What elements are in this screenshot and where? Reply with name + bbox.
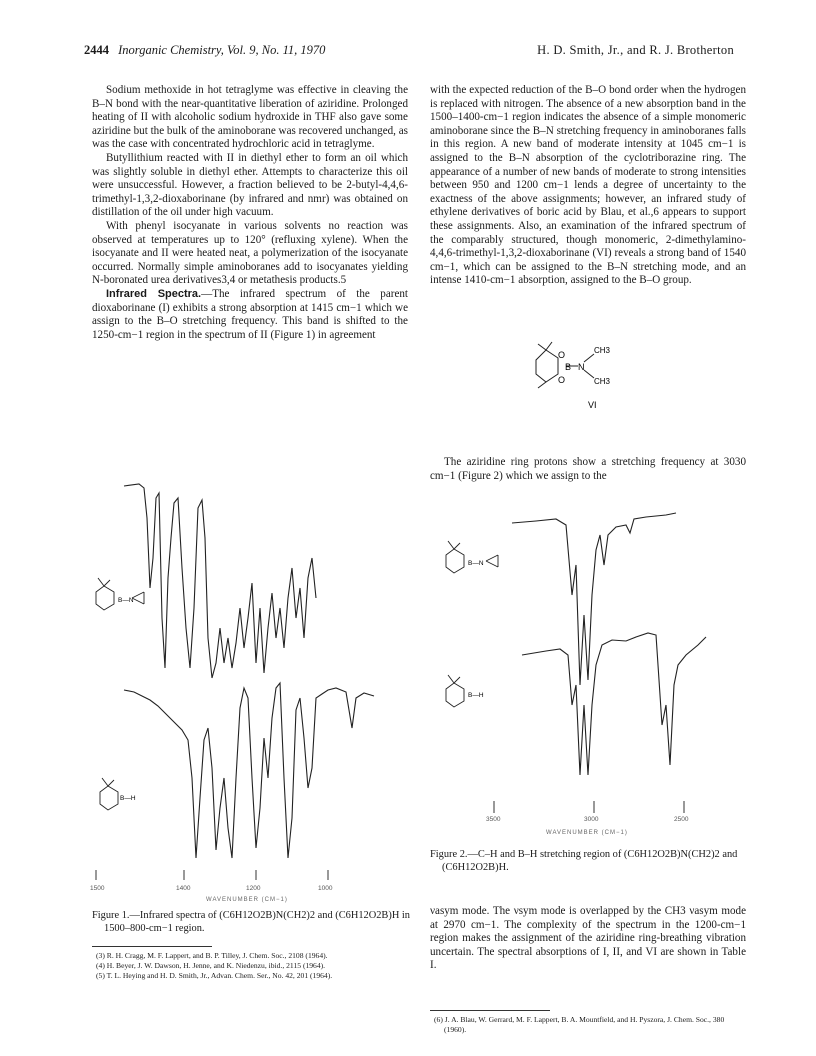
footnote-rule [430,1010,550,1011]
footnote: (3) R. H. Cragg, M. F. Lappert, and B. P. Tilley, J. Chem. Soc., 2108 (1964). [96,951,328,960]
paragraph: With phenyl isocyanate in various solvents no reaction was observed at temperatures up to 120° (refluxing xylene). When the isocyanate and II were heated neat, a polymerization of the isocyanate occurred. Normally simple aminoboranes add to isocyanates yielding N-boronated urea derivatives3,4 or metathesis products.5 [92,219,408,287]
structure-vi [528,340,658,420]
structure-label: B—N [118,597,134,604]
right-column-bottom [430,905,746,973]
structure-label: B—H [468,692,484,699]
tick-label: 3500 [486,816,501,823]
methyl-label: CH3 [594,346,611,355]
left-column [92,84,408,342]
running-header [84,43,734,61]
spectrum-trace-bn [512,513,676,685]
footnote: (4) H. Beyer, J. W. Dawson, H. Jenne, and K. Niedenzu, ibid., 2115 (1964). [96,961,326,970]
atom-label-n: N [578,362,585,372]
figure-1-caption: Figure 1.—Infrared spectra of (C6H12O2B)N(CH2)2 and (C6H12O2B)H in 1500–800-cm−1 region. [92,910,411,934]
tick-label: 2500 [674,816,689,823]
tick-label: 1000 [318,885,333,892]
paragraph: with the expected reduction of the B–O bond order when the hydrogen is replaced with nitrogen. The absence of a new absorption band in the 1500–1400-cm−1 region indicates the absence of a simple monomeric aminoborane since the B–N stretching frequency in aminoboranes falls in this region. A new band of moderate intensity at 1045 cm−1 is assigned to the B–N absorption of the cyclotriborazine ring. The appearance of a number of new bands of moderate to strong intensities between 950 and 1200 cm−1 lends a degree of uncertainty to the exactness of the above assignments; however, an infrared study of ethylene derivatives of boric acid by Blau, et al.,6 appears to support these assignments. Also, an examination of the infrared spectrum of the comparably structured, though monomeric, 2-dimethylamino-4,4,6-trimethyl-1,3,2-dioxaborinane (VI) reveals a strong band of 1540 cm−1, which can be assigned to the B–N stretching mode, and an intense 1410-cm−1 absorption, assigned to the B–O group. [430,84,746,287]
tick-label: 3000 [584,816,599,823]
structure-bh-fig1 [100,778,118,810]
structure-bn-fig1 [96,578,144,610]
page-number: 2444 [84,43,109,57]
right-column-continued [430,456,746,483]
atom-label-o: O [558,350,566,360]
structure-label: B—N [468,560,484,567]
paragraph-infrared [92,288,408,342]
footnote: (6) J. A. Blau, W. Gerrard, M. F. Lappert, B. A. Mountfield, and H. Pyszora, J. Chem. Soc., 380 (1960). [434,1015,725,1034]
journal-citation: Inorganic Chemistry, Vol. 9, No. 11, 1970 [118,43,326,57]
figure-1-spectra [84,478,424,888]
structure-bh-fig2 [446,675,464,707]
methyl-label: CH3 [594,377,611,386]
section-heading: Infrared Spectra. [106,287,202,300]
axis-label: WAVENUMBER (CM−1) [546,830,628,836]
ring-bond [536,350,558,382]
paragraph: The aziridine ring protons show a stretching frequency at 3030 cm−1 (Figure 2) which we assign to the [430,456,746,482]
footnote: (5) T. L. Heying and H. D. Smith, Jr., Advan. Chem. Ser., No. 42, 201 (1964). [96,971,333,980]
paragraph-text: —The infrared spectrum of the parent dioxaborinane (I) exhibits a strong absorption at 1415 cm−1 which we assign to the B–O stretching frequency. This band is shifted to the 1250-cm−1 region in the spectrum of II (Figure 1) in agreement [92,287,408,341]
tick-label: 1200 [246,885,261,892]
figure-2-spectra [436,505,736,825]
tick-label: 1400 [176,885,191,892]
paragraph: Sodium methoxide in hot tetraglyme was effective in cleaving the B–N bond with the near-quantitative liberation of aziridine. Prolonged heating of II with alcoholic sodium hydroxide in THF also gave some aziridine but the bulk of the aminoborane was recovered unchanged, as was the case with concentrated hydrochloric acid in tetraglyme. [92,84,408,151]
footnotes-left [92,951,408,981]
axis-label: WAVENUMBER (CM−1) [206,897,288,903]
footnote-rule [92,946,212,947]
atom-label-o: O [558,375,566,385]
spectrum-trace-bn [124,484,316,678]
figure-2-caption: Figure 2.—C–H and B–H stretching region of (C6H12O2B)N(CH2)2 and (C6H12O2B)H. [430,849,738,873]
paragraph: νasym mode. The νsym mode is overlapped by the CH3 νasym mode at 2970 cm−1. The complexity of the spectrum in the 1200-cm−1 region makes the assignment of the aziridine ring-breathing vibration uncertain. The spectral absorptions of I, II, and VI are shown in Table I. [430,905,746,972]
spectrum-trace-bh [522,633,706,775]
right-column [430,84,746,288]
spectrum-trace-bh [124,683,374,858]
atom-label-b: B [565,362,572,372]
footnotes-right [430,1015,746,1035]
structure-bn-fig2 [446,541,498,573]
tick-label: 1500 [90,885,105,892]
compound-label: VI [588,400,597,410]
paragraph: Butyllithium reacted with II in diethyl ether to form an oil which was slightly soluble in diethyl ether. Attempts to characterize this oil were unsuccessful. However, a fraction believed to be 2-butyl-4,4,6-trimethyl-1,3,2-dioxaborinane (by infrared and nmr) was obtained on distillation of the oil under high vacuum. [92,151,408,219]
header-authors: H. D. Smith, Jr., and R. J. Brotherton [537,43,734,57]
structure-label: B—H [120,795,136,802]
